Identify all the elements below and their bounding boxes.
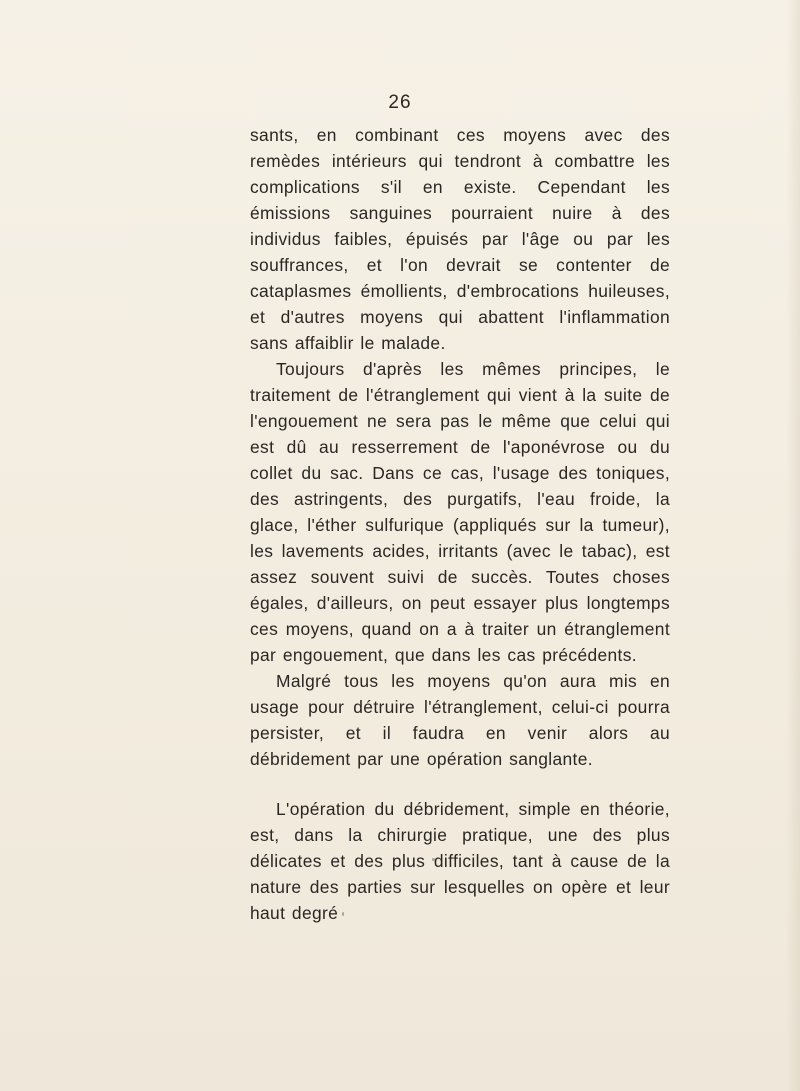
paragraph-3: Malgré tous les moyens qu'on aura mis en usage pour détruire l'étranglement, celui-ci pourra persister, et il faudra en venir alors au débridement par une opération sanglante. <box>250 671 670 769</box>
paragraph-2: Toujours d'après les mêmes principes, le traitement de l'étranglement qui vient à la suite de l'engouement ne sera pas le même que celui qui est dû au resserrement de l'aponévrose ou du collet du sac. Dans ce cas, l'usage des toniques, des astringents, des purgatifs, l'eau froide, la glace, l'éther sulfurique (appliqués sur la tumeur), les lavements acides, irritants (avec le tabac), est assez souvent suivi de succès. Toutes choses égales, d'ailleurs, on peut essayer plus longtemps ces moyens, quand on a à traiter un étranglement par engouement, que dans les cas précédents. <box>250 359 670 665</box>
page-edge-shadow <box>786 0 800 1091</box>
paragraph-1: sants, en combinant ces moyens avec des remèdes intérieurs qui tendront à combattre les complications s'il en existe. Cependant les émissions sanguines pourraient nuire à des individus faibles, épuisés par l'âge ou par les souffrances, et l'on devrait se contenter de cataplasmes émollients, d'embrocations huileuses, et d'autres moyens qui abattent l'inflammation sans affaiblir le malade. <box>250 125 670 353</box>
paragraph-4: L'opération du débridement, simple en théorie, est, dans la chirurgie pratique, une des plus délicates et des plus difficiles, tant à cause de la nature des parties sur lesquelles on opère et leur haut degré <box>250 799 670 923</box>
page-number: 26 <box>388 92 412 113</box>
paper-speck <box>342 912 344 916</box>
paper-speck <box>432 858 435 861</box>
body-text <box>250 122 670 926</box>
